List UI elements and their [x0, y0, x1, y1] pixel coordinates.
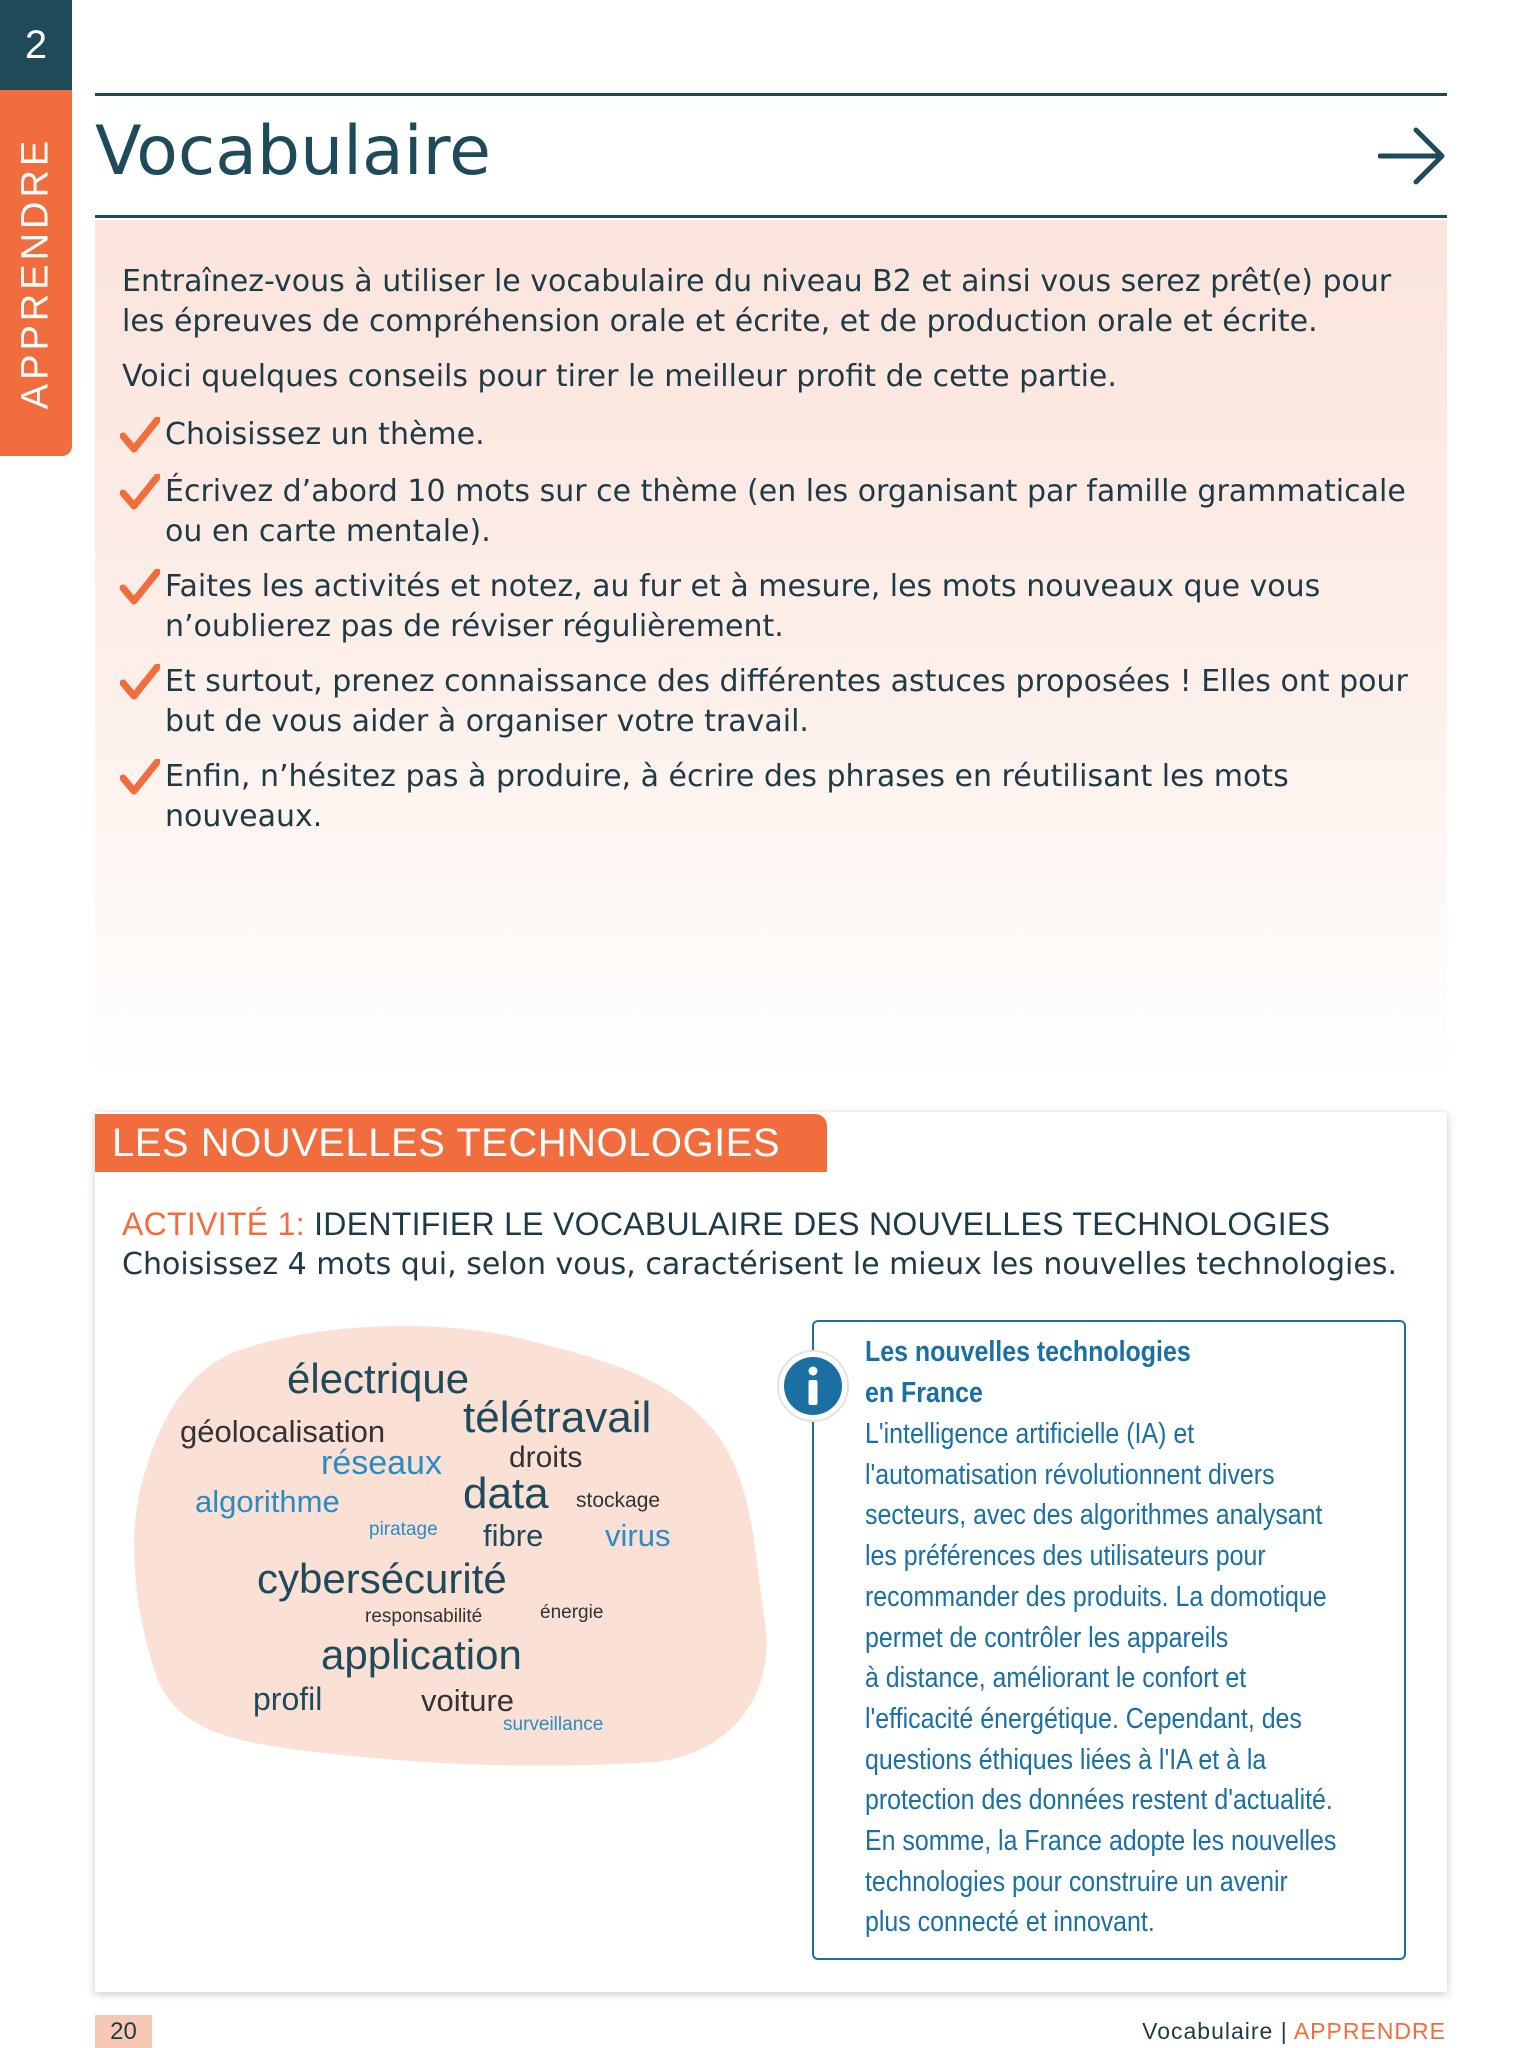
cloud-word[interactable]: application [321, 1631, 522, 1678]
checkmark-icon [120, 569, 160, 605]
header-rule-bottom [95, 215, 1447, 218]
activity-title-text: IDENTIFIER LE VOCABULAIRE DES NOUVELLES TECHNOLOGIES [304, 1206, 1331, 1242]
info-box-body [865, 1414, 1381, 1943]
intro-paragraph: Voici quelques conseils pour tirer le meilleur profit de cette partie. [122, 359, 1117, 394]
info-body-line: technologies pour construire un avenir [865, 1865, 1288, 1898]
checkmark-icon [120, 759, 160, 795]
info-title-line: Les nouvelles technologies [865, 1336, 1191, 1368]
cloud-word[interactable]: responsabilité [365, 1606, 483, 1627]
info-body-line: recommander des produits. La domotique [865, 1580, 1327, 1613]
info-body-line: l'automatisation révolutionnent divers [865, 1458, 1275, 1491]
cloud-word[interactable]: géolocalisation [180, 1414, 386, 1449]
page-number: 20 [95, 2015, 152, 2048]
header-rule-top [95, 93, 1447, 96]
cloud-word[interactable]: voiture [421, 1683, 515, 1718]
info-body-line: secteurs, avec des algorithmes analysant [865, 1499, 1323, 1532]
info-body-line: les préférences des utilisateurs pour [865, 1540, 1266, 1573]
intro-panel [95, 220, 1447, 1080]
tip-text: Enfin, n’hésitez pas à produire, à écrire des phrases en réutilisant les mots nouveaux. [165, 759, 1289, 834]
cloud-word[interactable]: droits [509, 1441, 583, 1474]
cloud-word[interactable]: fibre [483, 1518, 544, 1553]
chapter-tab [0, 90, 72, 456]
cloud-word[interactable]: cybersécurité [257, 1555, 507, 1602]
checkmark-icon [120, 417, 160, 453]
cloud-word[interactable]: profil [253, 1681, 323, 1717]
cloud-word[interactable]: data [463, 1469, 549, 1518]
cloud-word[interactable]: télétravail [463, 1393, 652, 1442]
tip-text: Écrivez d’abord 10 mots sur ce thème (en les organisant par famille grammaticale ou en carte mentale). [165, 474, 1406, 549]
info-body-line: questions éthiques liées à l'IA et à la [865, 1743, 1267, 1776]
footer-part: APPRENDRE [1293, 2018, 1446, 2044]
cloud-word[interactable]: énergie [540, 1602, 604, 1623]
running-footer [1142, 2018, 1446, 2045]
footer-separator: | [1273, 2018, 1294, 2044]
info-title-line: en France [865, 1377, 983, 1409]
arrow-right-icon [1378, 124, 1446, 188]
page-title: Vocabulaire [95, 112, 491, 191]
cloud-word[interactable]: virus [605, 1518, 671, 1553]
cloud-word[interactable]: piratage [369, 1519, 438, 1540]
info-box-title [865, 1332, 1312, 1414]
activity-card [95, 1112, 1447, 1992]
chapter-number: 2 [0, 0, 72, 90]
info-body-line: à distance, améliorant le confort et [865, 1662, 1247, 1695]
info-icon [775, 1348, 851, 1424]
activity-instruction: Choisissez 4 mots qui, selon vous, caractérisent le mieux les nouvelles technologies. [122, 1247, 1398, 1282]
cloud-word[interactable]: électrique [287, 1355, 470, 1402]
cloud-word[interactable]: réseaux [321, 1444, 442, 1482]
tip-text: Et surtout, prenez connaissance des différentes astuces proposées ! Elles ont pour but de vous aider à organiser votre travail. [165, 664, 1408, 739]
cloud-word[interactable]: surveillance [503, 1714, 604, 1735]
chapter-tab-label: APPRENDRE [14, 136, 57, 410]
section-banner: LES NOUVELLES TECHNOLOGIES [95, 1114, 827, 1172]
info-body-line: En somme, la France adopte les nouvelles [865, 1825, 1337, 1858]
footer-chapter: Vocabulaire [1142, 2018, 1274, 2044]
checkmark-icon [120, 664, 160, 700]
info-body-line: protection des données restent d'actualité. [865, 1784, 1333, 1817]
tip-text: Faites les activités et notez, au fur et à mesure, les mots nouveaux que vous n’oublierez pas de réviser régulièrement. [165, 569, 1321, 644]
cloud-word[interactable]: stockage [576, 1489, 661, 1512]
info-body-line: plus connecté et innovant. [865, 1906, 1155, 1939]
activity-number: ACTIVITÉ 1: [122, 1206, 305, 1242]
info-body-line: permet de contrôler les appareils [865, 1621, 1229, 1654]
checkmark-icon [120, 474, 160, 510]
tip-text: Choisissez un thème. [165, 417, 485, 452]
cloud-word[interactable]: algorithme [195, 1484, 340, 1519]
intro-paragraph: Entraînez-vous à utiliser le vocabulaire du niveau B2 et ainsi vous serez prêt(e) pour les épreuves de compréhension orale et écrite, et de production orale et écrite. [122, 264, 1392, 339]
info-body-line: l'efficacité énergétique. Cependant, des [865, 1702, 1302, 1735]
info-body-line: L'intelligence artificielle (IA) et [865, 1418, 1195, 1450]
activity-title [122, 1206, 1330, 1243]
